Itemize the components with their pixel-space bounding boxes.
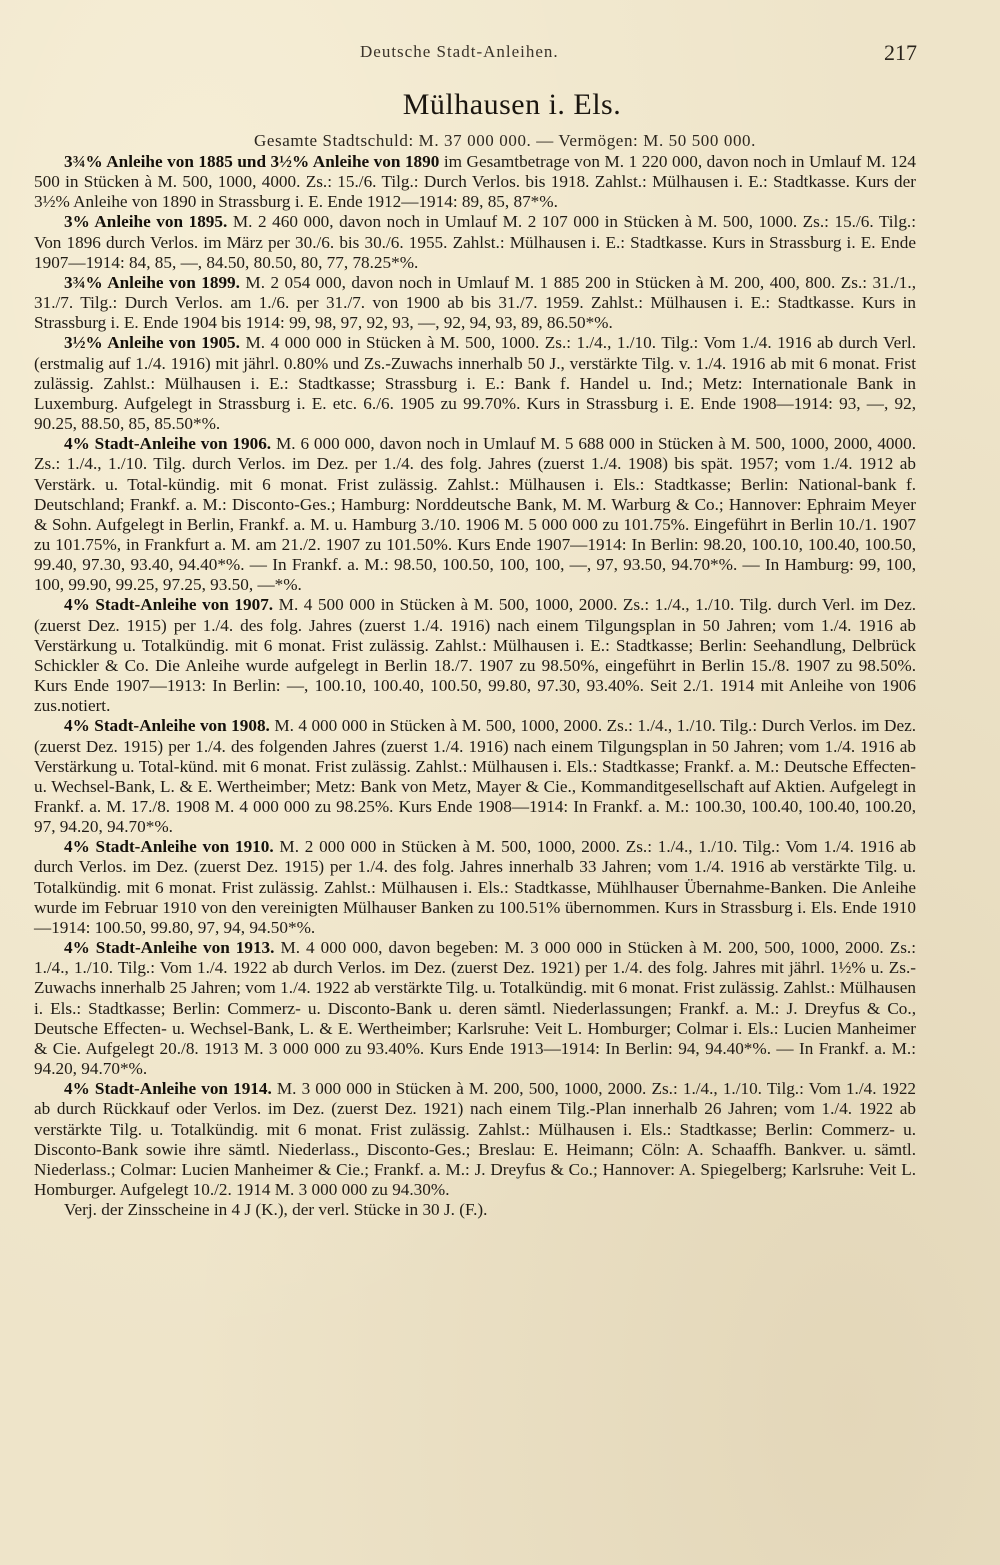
page-number: 217 <box>884 40 917 65</box>
loan-entry <box>34 212 916 272</box>
loan-entry <box>34 938 916 1079</box>
loan-entry <box>34 434 916 595</box>
loan-heading: 4% Stadt-Anleihe von 1908. <box>64 716 270 736</box>
loan-entry <box>34 837 916 938</box>
loan-heading: 3½% Anleihe von 1905. <box>64 333 240 353</box>
loan-heading: 4% Stadt-Anleihe von 1910. <box>64 837 274 857</box>
loan-details: M. 4 000 000, davon begeben: M. 3 000 000 in Stücken à M. 200, 500, 1000, 2000. Zs.: 1./4., 1./10. Tilg.: Vom 1./4. 1922 ab durch Verlos. im Dez. (zuerst Dez. 1921) per 1./4. des folg. Jahres mit jährl. 1½% u. Zs.-Zuwachs innerhalb 25 Jahren; vom 1./4. 1922 ab verstärkte Tilg. u. Totalkündig. mit 6 monat. Frist zulässig. Zahlst.: Mülhausen i. Els.: Stadtkasse; Berlin: Commerz- u. Disconto-Bank u. deren sämtl. Niederlassungen; Frankf. a. M.: J. Dreyfus & Co., Deutsche Effecten- u. Wechsel-Bank, L. & E. Wertheimber; Karlsruhe: Veit L. Homburger; Colmar i. Els.: Lucien Manheimer & Cie. Aufgelegt 20./8. 1913 M. 3 000 000 zu 93.40%. Kurs Ende 1913—1914: In Berlin: 94, 94.40*%. — In Frankf. a. M.: 94.20, 94.70*%. <box>34 938 916 1079</box>
city-title: Mülhausen i. Els. <box>402 88 622 121</box>
loan-entry <box>34 333 916 434</box>
loan-details: M. 6 000 000, davon noch in Umlauf M. 5 688 000 in Stücken à M. 500, 1000, 2000, 4000. Zs.: 1./4., 1./10. Tilg. durch Verlos. im Dez. per 1./4. des folg. Jahres (zuerst 1./4. 1908) bis spät. 1957; vom 1./4. 1912 ab Verstärk. u. Total-kündig. mit 6 monat. Frist zulässig. Zahlst.: Mülhausen i. Els.: Stadtkasse; Berlin: National-bank f. Deutschland; Frankf. a. M.: Disconto-Ges.; Hamburg: Norddeutsche Bank, M. M. Warburg & Co.; Hannover: Ephraim Meyer & Sohn. Aufgelegt in Berlin, Frankf. a. M. u. Hamburg 3./10. 1906 M. 5 000 000 zu 101.75%. Eingeführt in Berlin 10./1. 1907 zu 101.75%, in Frankfurt a. M. am 21./2. 1907 zu 101.50%. Kurs Ende 1907—1914: In Berlin: 98.20, 100.10, 100.40, 100.50, 99.40, 97.30, 93.40, 94.40*%. — In Frankf. a. M.: 98.50, 100.50, 100, 100, —, 97, 93.50, 94.70*%. — In Hamburg: 99, 100, 100, 99.90, 99.25, 97.25, 93.50, —*%. <box>34 434 916 595</box>
loan-details: M. 2 000 000 in Stücken à M. 500, 1000, 2000. Zs.: 1./4., 1./10. Tilg.: Vom 1./4. 1916 ab durch Verlos. im Dez. (zuerst Dez. 1915) per 1./4. des folg. Jahres innerhalb 33 Jahren; vom 1./4. 1916 ab verstärkte Tilg. u. Totalkündig. mit 6 monat. Frist zulässig. Zahlst.: Mülhausen i. Els.: Stadtkasse, Mühlhauser Übernahme-Banken. Die Anleihe wurde im Februar 1910 von den vereinigten Mülhauser Banken zu 100.51% übernommen. Kurs in Strassburg i. Els. Ende 1910—1914: 100.50, 99.80, 97, 94, 94.50*%. <box>34 837 917 937</box>
loan-entry <box>34 273 916 333</box>
loan-entry <box>34 716 916 837</box>
loan-entry <box>34 152 916 212</box>
loan-details: M. 2 460 000, davon noch in Umlauf M. 2 107 000 in Stücken à M. 500, 1000. Zs.: 15./6. Tilg.: Von 1896 durch Verlos. im März per 30./6. bis 30./6. 1955. Zahlst.: Mülhausen i. E.: Stadtkasse. Kurs in Strassburg i. E. Ende 1907—1914: 84, 85, —, 84.50, 80.50, 80, 77, 78.25*%. <box>34 212 917 272</box>
loan-entry <box>34 595 916 716</box>
loan-heading: 4% Stadt-Anleihe von 1913. <box>64 938 275 958</box>
running-head <box>0 40 1000 70</box>
loan-heading: 3¾% Anleihe von 1899. <box>64 272 240 292</box>
loan-heading: 4% Stadt-Anleihe von 1914. <box>64 1079 272 1099</box>
loan-heading: 3% Anleihe von 1895. <box>64 212 228 232</box>
debt-summary: Gesamte Stadtschuld: M. 37 000 000. — Vermögen: M. 50 500 000. <box>254 131 756 150</box>
running-title: Deutsche Stadt-Anleihen. <box>360 42 559 61</box>
loan-details: M. 3 000 000 in Stücken à M. 200, 500, 1000, 2000. Zs.: 1./4., 1./10. Tilg.: Vom 1./4. 1922 ab durch Rückkauf oder Verlos. im Dez. (zuerst Dez. 1921) nach einem Tilg.-Plan innerhalb 26 Jahren; vom 1./4. 1922 ab verstärkte Tilg. u. Totalkündig. mit 6 monat. Frist zulässig. Zahlst.: Mülhausen i. Els.: Stadtkasse; Berlin: Commerz- u. Disconto-Bank sowie ihre sämtl. Niederlass., Disconto-Ges.; Breslau: E. Heimann; Cöln: A. Schaaffh. Bankver. u. sämtl. Niederlass.; Colmar: Lucien Manheimer & Cie.; Frankf. a. M.: J. Dreyfus & Co.; Hannover: A. Spiegelberg; Karlsruhe: Veit L. Homburger. Aufgelegt 10./2. 1914 M. 3 000 000 zu 94.30%. <box>34 1079 917 1199</box>
limitation-note: Verj. der Zinsscheine in 4 J (K.), der verl. Stücke in 30 J. (F.). <box>64 1200 488 1220</box>
loan-details: M. 2 054 000, davon noch in Umlauf M. 1 885 200 in Stücken à M. 200, 400, 800. Zs.: 31./1., 31./7. Tilg.: Durch Verlos. am 1./6. per 31./7. von 1900 ab bis 31./7. 1959. Zahlst.: Mülhausen i. E.: Stadtkasse. Kurs in Strassburg i. E. Ende 1904 bis 1914: 99, 98, 97, 92, 93, —, 92, 94, 93, 89, 86.50*%. <box>34 272 916 333</box>
loan-entry <box>34 1079 916 1200</box>
loan-details: M. 4 000 000 in Stücken à M. 500, 1000, 2000. Zs.: 1./4., 1./10. Tilg.: Durch Verlos. im Dez. (zuerst Dez. 1915) per 1./4. des folgenden Jahres (zuerst 1./4. 1916) nach einem Tilgungsplan in 50 Jahren; vom 1./4. 1916 ab Verstärkung u. Total-künd. mit 6 monat. Frist zulässig. Zahlst.: Mülhausen i. Els.: Stadtkasse; Frankf. a. M.: Deutsche Effecten- u. Wechsel-Bank, L. & E. Wertheimber; Metz: Bank von Metz, Mayer & Cie., Kommanditgesellschaft auf Aktien. Aufgelegt in Frankf. a. M. 17./8. 1908 M. 4 000 000 zu 98.25%. Kurs Ende 1908—1914: In Frankf. a. M.: 100.30, 100.40, 100.40, 100.20, 97, 94.20, 94.70*%. <box>34 716 916 837</box>
loan-heading: 3¾% Anleihe von 1885 und 3½% Anleihe von 1890 <box>64 152 440 171</box>
loan-heading: 4% Stadt-Anleihe von 1906. <box>64 434 272 454</box>
loan-heading: 4% Stadt-Anleihe von 1907. <box>64 595 274 615</box>
loan-details: M. 4 000 000 in Stücken à M. 500, 1000. Zs.: 1./4., 1./10. Tilg.: Vom 1./4. 1916 ab durch Verl. (erstmalig auf 1./4. 1916) mit jährl. 0.80% und Zs.-Zuwachs innerhalb 50 J., verstärkte Tilg. v. 1./4. 1916 ab mit 6 monat. Frist zulässig. Zahlst.: Mülhausen i. E.: Stadtkasse; Strassburg i. E.: Bank f. Handel u. Ind.; Metz: Internationale Bank in Luxemburg. Aufgelegt in Strassburg i. E. etc. 6./6. 1905 zu 99.70%. Kurs in Strassburg i. E. Ende 1908—1914: 93, —, 92, 90.25, 88.50, 85, 85.50*%. <box>34 333 916 434</box>
loan-details: im Gesamtbetrage von M. 1 220 000, davon noch in Umlauf M. 124 500 in Stücken à M. 500, 1000, 4000. Zs.: 15./6. Tilg.: Durch Verlos. bis 1918. Zahlst.: Mülhausen i. E.: Stadtkasse. Kurs der 3½% Anleihe von 1890 in Strassburg i. E. Ende 1912—1914: 89, 85, 87*%. <box>34 152 916 212</box>
loan-details: M. 4 500 000 in Stücken à M. 500, 1000, 2000. Zs.: 1./4., 1./10. Tilg. durch Verl. im Dez. (zuerst Dez. 1915) per 1./4. des folg. Jahres (zuerst 1./4. 1916) nach einem Tilgungsplan in 50 Jahren; vom 1./4. 1916 ab Verstärkung u. Totalkündig. mit 6 monat. Frist zulässig. Zahlst.: Mülhausen i. E.: Stadtkasse; Berlin: Seehandlung, Delbrück Schickler & Co. Die Anleihe wurde aufgelegt in Berlin 18./7. 1907 zu 98.50%, eingeführt in Berlin 15./8. 1907 zu 98.50%. Kurs Ende 1907—1913: In Berlin: —, 100.10, 100.40, 100.50, 99.80, 97.30, 93.40%. Seit 2./1. 1914 mit Anleihe von 1906 zus.notiert. <box>34 595 917 716</box>
loan-entries <box>34 152 916 1220</box>
